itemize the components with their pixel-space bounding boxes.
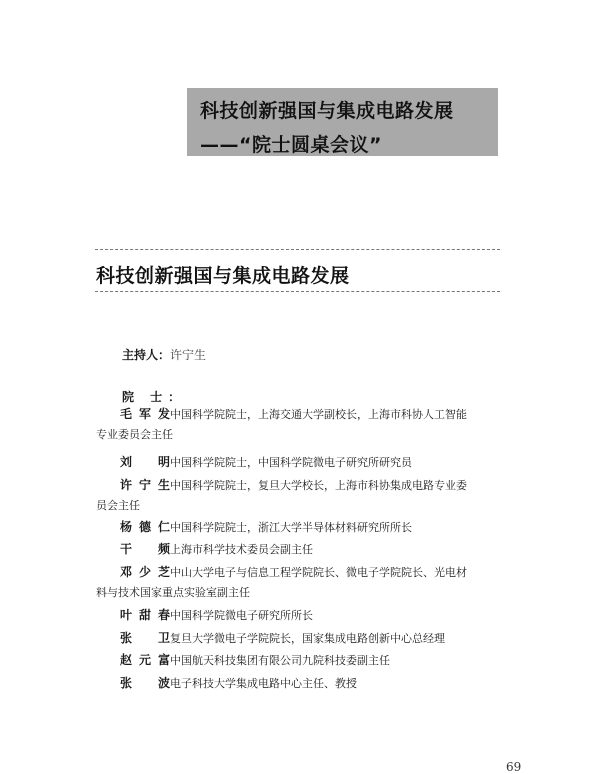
member-title: 中国科学院院士，浙江大学半导体材料研究所所长 bbox=[170, 521, 412, 534]
member-entry bbox=[96, 539, 496, 560]
member-name: 张 波 bbox=[120, 676, 170, 690]
host-line bbox=[122, 346, 206, 363]
member-title: 中国科学院院士，上海交通大学副校长，上海市科协人工智能 bbox=[170, 408, 467, 421]
member-entry bbox=[96, 562, 496, 603]
banner-title: 科技创新强国与集成电路发展 bbox=[200, 100, 454, 122]
member-title: 中国科学院院士，复旦大学校长，上海市科协集成电路专业委 bbox=[170, 479, 467, 492]
host-name: 许宁生 bbox=[170, 348, 207, 362]
member-entry bbox=[96, 452, 496, 473]
member-entry bbox=[96, 673, 496, 694]
member-entry bbox=[96, 404, 496, 445]
section-title: 科技创新强国与集成电路发展 bbox=[96, 265, 350, 287]
page-number: 69 bbox=[506, 760, 522, 774]
divider-bottom bbox=[95, 291, 500, 292]
member-entry bbox=[96, 517, 496, 538]
host-label: 主持人： bbox=[122, 348, 171, 362]
member-name: 刘 明 bbox=[120, 455, 170, 469]
member-title: 中山大学电子与信息工程学院院长、微电子学院院长、光电材 bbox=[170, 566, 467, 579]
member-title: 复旦大学微电子学院院长，国家集成电路创新中心总经理 bbox=[170, 632, 445, 645]
member-name: 干 频 bbox=[120, 542, 170, 556]
member-title-cont: 专业委员会主任 bbox=[96, 428, 173, 441]
member-name: 张 卫 bbox=[120, 631, 170, 645]
member-entry bbox=[96, 650, 496, 671]
banner-subtitle: ——“院士圆桌会议” bbox=[200, 134, 382, 156]
member-entry bbox=[96, 605, 496, 626]
member-name: 叶甜春 bbox=[120, 608, 170, 622]
member-title-cont: 员会主任 bbox=[96, 499, 140, 512]
member-name: 邓少芝 bbox=[120, 565, 170, 579]
members-heading: 院 士： bbox=[122, 390, 187, 404]
member-name: 毛军发 bbox=[120, 407, 170, 421]
member-name: 赵元富 bbox=[120, 653, 170, 667]
member-title: 中国航天科技集团有限公司九院科技委副主任 bbox=[170, 654, 390, 667]
member-title: 中国科学院院士，中国科学院微电子研究所研究员 bbox=[170, 456, 412, 469]
member-entry bbox=[96, 628, 496, 649]
member-title: 电子科技大学集成电路中心主任、教授 bbox=[170, 677, 357, 690]
member-title: 中国科学院微电子研究所所长 bbox=[170, 609, 313, 622]
member-entry bbox=[96, 475, 496, 516]
member-title-cont: 料与技术国家重点实验室副主任 bbox=[96, 586, 250, 599]
member-name: 许宁生 bbox=[120, 478, 170, 492]
member-name: 杨德仁 bbox=[120, 520, 170, 534]
divider-top bbox=[95, 249, 500, 250]
member-title: 上海市科学技术委员会副主任 bbox=[170, 543, 313, 556]
